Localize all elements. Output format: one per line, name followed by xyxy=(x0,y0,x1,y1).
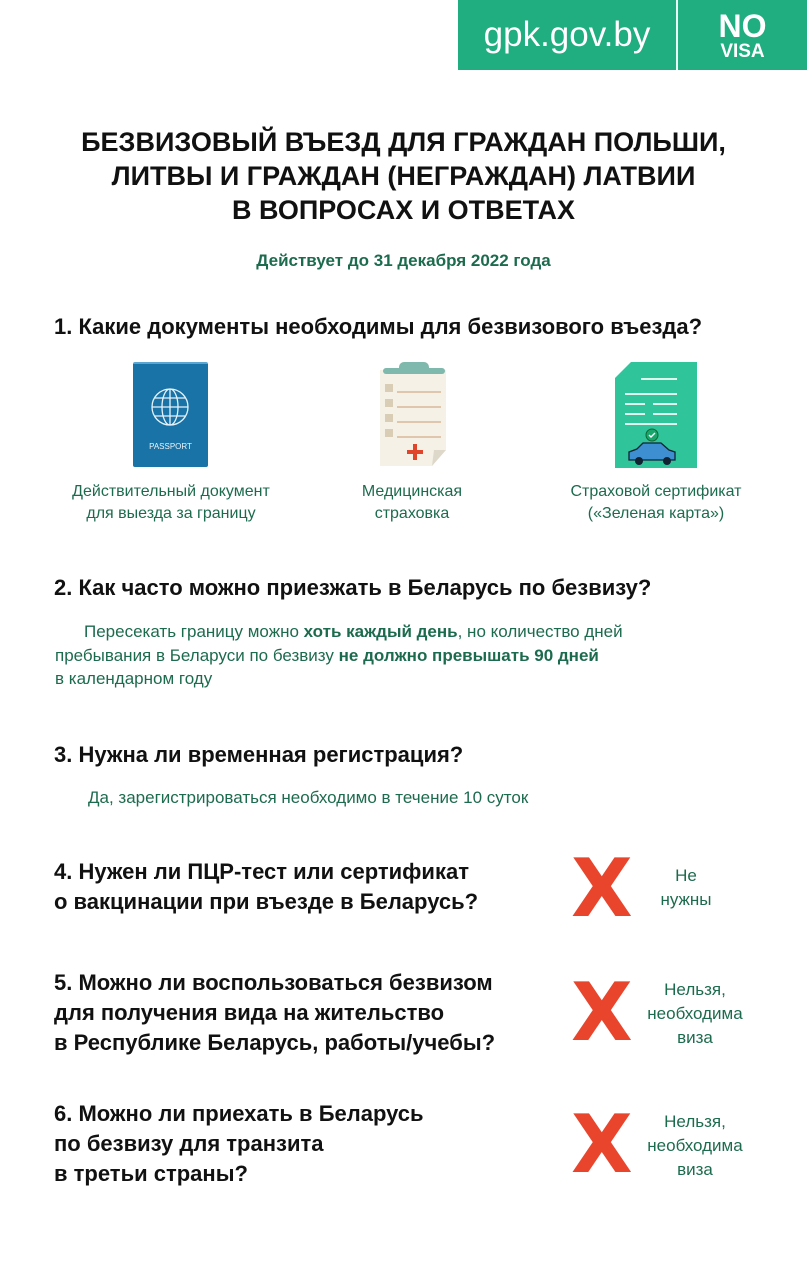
answer-line: нужны xyxy=(660,890,712,909)
caption-line: Страховой сертификат xyxy=(570,483,742,500)
answer-5 xyxy=(630,978,760,1050)
site-name[interactable]: gpk.gov.by xyxy=(458,0,678,70)
answer-4 xyxy=(621,864,751,912)
answer-3: Да, зарегистрироваться необходимо в течение 10 суток xyxy=(88,788,529,807)
medical-clipboard-icon xyxy=(377,362,449,468)
caption-line: страховка xyxy=(374,505,450,522)
passport-icon xyxy=(133,362,208,467)
answer-highlight: хоть каждый день xyxy=(303,622,458,641)
logo-visa: VISA xyxy=(720,40,765,62)
answer-highlight: не должно превышать 90 дней xyxy=(338,645,599,665)
answer-line: Нельзя, xyxy=(664,980,726,999)
question-line: 4. Нужен ли ПЦР-тест или сертификат xyxy=(54,859,469,884)
passport-label: PASSPORT xyxy=(149,442,192,451)
answer-line: Не xyxy=(675,866,697,885)
answer-text: пребывания в Беларуси по безвизу xyxy=(55,645,339,665)
question-line: о вакцинации при въезде в Беларусь? xyxy=(54,889,479,914)
cross-icon: X xyxy=(571,842,633,935)
doc-caption-medical xyxy=(272,481,552,525)
answer-2 xyxy=(55,620,755,691)
answer-line: Нельзя, xyxy=(664,1112,726,1131)
insurance-certificate-icon xyxy=(615,362,697,468)
question-line: 6. Можно ли приехать в Беларусь xyxy=(54,1101,424,1126)
cross-icon: X xyxy=(571,966,633,1059)
question-3: 3. Нужна ли временная регистрация? xyxy=(54,742,464,767)
answer-line: необходима xyxy=(647,1136,743,1155)
caption-line: Действительный документ xyxy=(72,483,270,500)
question-1: 1. Какие документы необходимы для безвизового въезда? xyxy=(54,314,703,339)
doc-caption-green-card xyxy=(516,481,796,525)
question-line: в Республике Беларусь, работы/учебы? xyxy=(54,1030,496,1055)
title-line: В ВОПРОСАХ И ОТВЕТАХ xyxy=(232,195,575,225)
question-2: 2. Как часто можно приезжать в Беларусь по безвизу? xyxy=(54,575,652,600)
answer-line: необходима xyxy=(647,1004,743,1023)
answer-line: виза xyxy=(677,1160,713,1179)
cross-icon: X xyxy=(571,1098,633,1191)
answer-line: виза xyxy=(677,1028,713,1047)
question-line: для получения вида на жительство xyxy=(54,1000,445,1025)
question-6 xyxy=(54,1099,424,1189)
title-line: ЛИТВЫ И ГРАЖДАН (НЕГРАЖДАН) ЛАТВИИ xyxy=(111,161,696,191)
answer-text: Пересекать границу можно xyxy=(84,622,304,641)
title-line: БЕЗВИЗОВЫЙ ВЪЕЗД ДЛЯ ГРАЖДАН ПОЛЬШИ, xyxy=(81,127,726,157)
doc-caption-passport xyxy=(31,481,311,525)
question-5 xyxy=(54,968,495,1058)
header-banner xyxy=(458,0,807,70)
question-line: по безвизу для транзита xyxy=(54,1131,324,1156)
question-line: в третьи страны? xyxy=(54,1161,248,1186)
page-title xyxy=(0,125,807,227)
answer-6 xyxy=(630,1110,760,1182)
caption-line: («Зеленая карта») xyxy=(587,505,725,522)
answer-text: , но количество дней xyxy=(457,622,623,641)
answer-text: в календарном году xyxy=(55,669,213,688)
question-4 xyxy=(54,857,478,917)
caption-line: Медицинская xyxy=(361,483,463,500)
question-line: 5. Можно ли воспользоваться безвизом xyxy=(54,970,493,995)
caption-line: для выезда за границу xyxy=(86,505,256,522)
validity-note: Действует до 31 декабря 2022 года xyxy=(256,251,551,270)
logo-no: NO xyxy=(718,7,767,44)
no-visa-logo xyxy=(678,0,807,70)
